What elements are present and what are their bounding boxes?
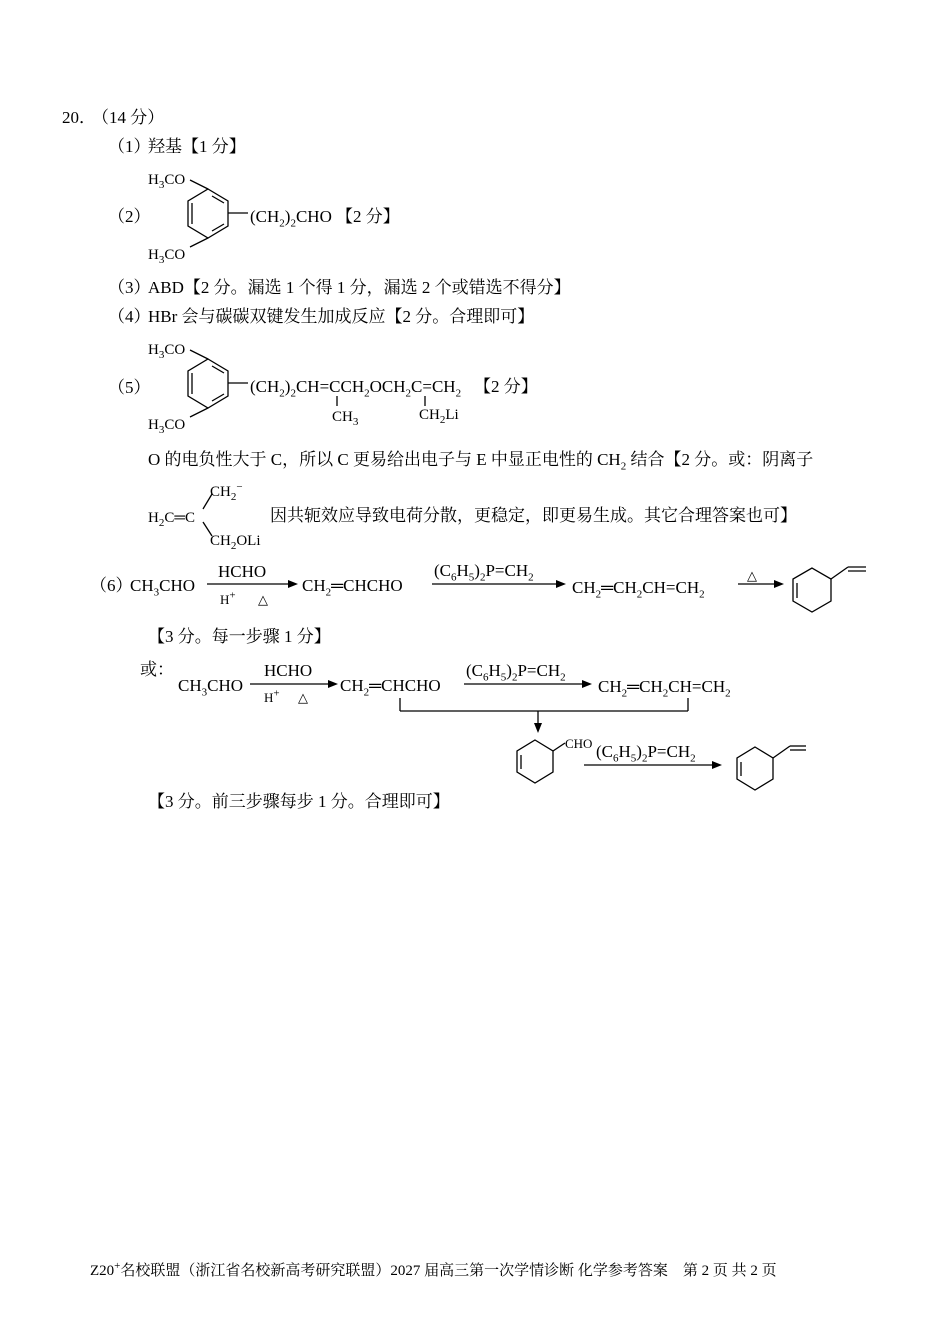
- route2-start: $CH_3CHO$: [178, 676, 244, 699]
- route1-score: 【3 分。每一步骤 1 分】: [148, 627, 331, 646]
- item5-bottom-methoxy: $H_3CO$: [148, 417, 186, 436]
- item2-number: （2）: [108, 207, 151, 226]
- item3-number: （3）: [108, 278, 151, 297]
- item2-score: 【2 分】: [336, 207, 400, 226]
- item2-chain: $(CH_2)_2CHO$: [250, 207, 332, 230]
- route2-mid2: $CH_2═CH_2CH=CH_2$: [598, 677, 731, 700]
- route2-reagent1-acid: H+: [264, 687, 280, 705]
- item1-number: （1）: [108, 137, 151, 156]
- item3-answer: ABD【2 分。漏选 1 个得 1 分，漏选 2 个或错选不得分】: [148, 278, 571, 297]
- route2-mid1: $CH_2═CHCHO$: [340, 676, 441, 699]
- item5-methyl-branch: $CH_3$: [332, 409, 359, 428]
- item5-score: 【2 分】: [474, 377, 538, 396]
- question-score: （14 分）: [92, 108, 165, 127]
- item2-bottom-methoxy: $H_3CO$: [148, 247, 186, 266]
- item5-explanation2: 因共轭效应导致电荷分散，更稳定，即更易生成。其它合理答案也可】: [270, 506, 797, 525]
- anion-left-group: $H_2C═C$: [148, 510, 195, 529]
- route2-reagent3: $(C_6H_5)_2P=CH_2$: [596, 742, 696, 765]
- route1-reagent3-heat: △: [747, 568, 757, 583]
- item6-number: （6）: [90, 576, 133, 595]
- route1-mid1: $CH_2═CHCHO$: [302, 576, 403, 599]
- question-number: 20．: [62, 108, 96, 127]
- route1-product-ring: [793, 567, 866, 612]
- route1-reagent1-acid: H+: [220, 589, 236, 607]
- route1-start: $CH_3CHO$: [130, 576, 196, 599]
- item5-top-methoxy: $H_3CO$: [148, 342, 186, 361]
- page-footer: Z20+名校联盟（浙江省名校新高考研究联盟）2027 届高三第一次学情诊断 化学参考答案 第 2 页 共 2 页: [90, 1260, 777, 1279]
- anion-top-group: $CH_2^-$: [210, 481, 243, 503]
- item5-explanation: O 的电负性大于 C，所以 C 更易给出电子与 E 中显正电性的 $CH_2$ 结合【2 分。或：阴离子: [148, 450, 814, 473]
- item2-benzene-ring: [188, 180, 248, 247]
- route1-reagent1-heat: △: [258, 592, 268, 607]
- route2-score: 【3 分。前三步骤每步 1 分。合理即可】: [148, 792, 450, 811]
- route1-reagent1-top: HCHO: [218, 562, 267, 581]
- route2-reagent1-top: HCHO: [264, 661, 313, 680]
- item5-lithium-branch: $CH_2Li$: [419, 407, 459, 426]
- route2-intermediate-ring: [517, 740, 565, 783]
- item4-answer: HBr 会与碳碳双键发生加成反应【2 分。合理即可】: [148, 307, 535, 326]
- item1-answer: 羟基【1 分】: [148, 137, 246, 156]
- item2-top-methoxy: $H_3CO$: [148, 172, 186, 191]
- anion-bottom-group: $CH_2OLi$: [210, 533, 261, 552]
- route1-reagent2: $(C_6H_5)_2P=CH_2$: [434, 561, 534, 584]
- route2-reagent1-heat: △: [298, 690, 308, 705]
- item4-number: （4）: [108, 307, 151, 326]
- alt-route-label: 或：: [140, 660, 174, 679]
- item5-number: （5）: [108, 378, 151, 397]
- route2-product-ring: [737, 746, 806, 790]
- item5-chain: $(CH_2)_2CH=CCH_2OCH_2C=CH_2$: [250, 377, 462, 400]
- route2-reagent2: $(C_6H_5)_2P=CH_2$: [466, 661, 566, 684]
- route1-mid2: $CH_2═CH_2CH=CH_2$: [572, 578, 705, 601]
- route2-aldehyde-group: CHO: [565, 736, 593, 751]
